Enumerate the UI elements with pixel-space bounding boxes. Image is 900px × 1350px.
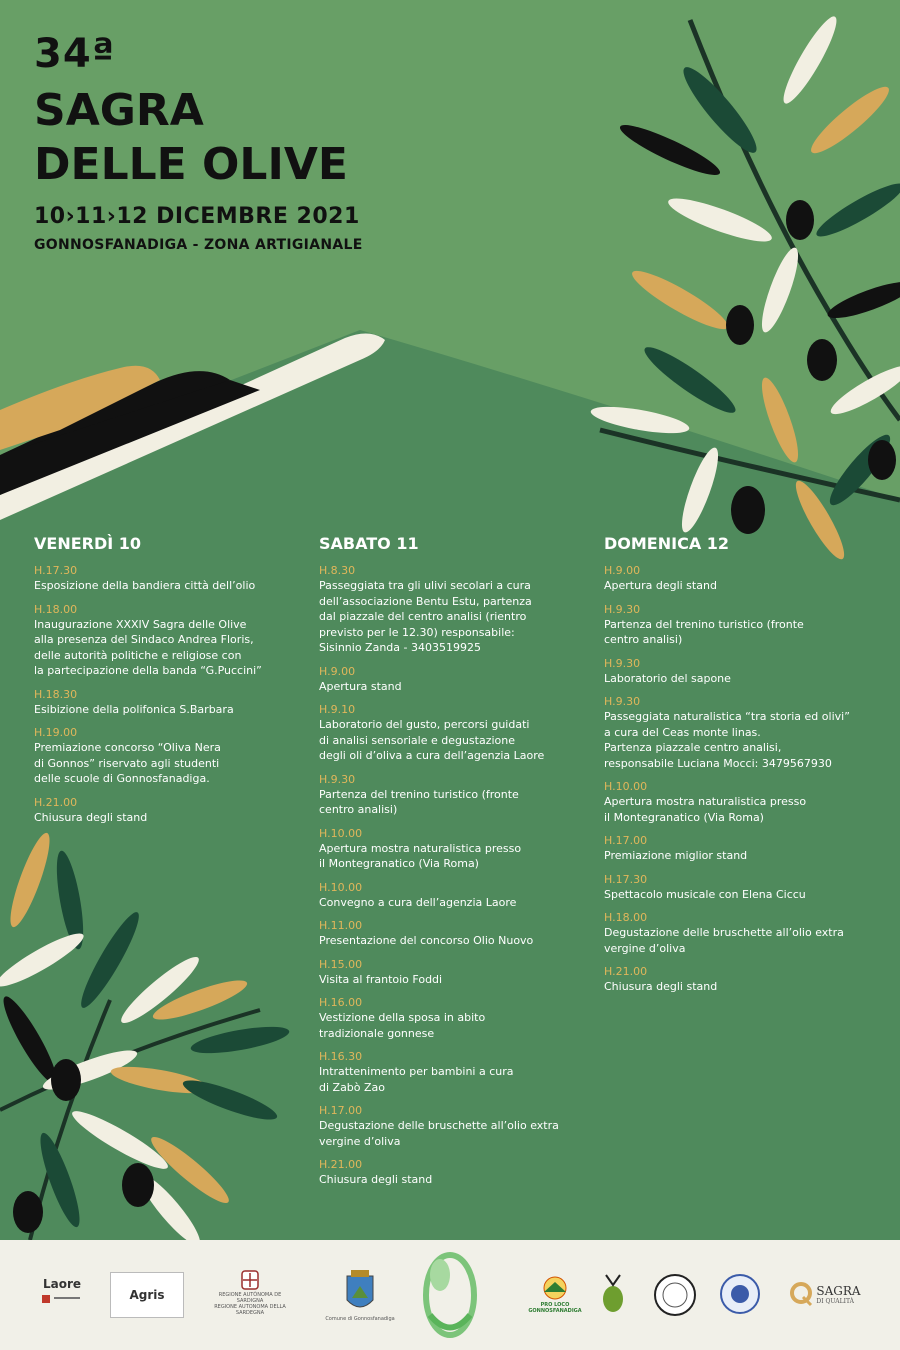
event-time: H.10.00 <box>319 826 363 840</box>
event-location: GONNOSFANADIGA - ZONA ARTIGIANALE <box>34 237 363 253</box>
event-description: Degustazione delle bruschette all’olio extra vergine d’oliva <box>604 926 844 955</box>
schedule-item <box>34 795 304 826</box>
event-time: H.17.30 <box>34 564 78 577</box>
event-time: H.21.00 <box>319 1158 363 1171</box>
event-time: H.16.00 <box>319 996 363 1009</box>
event-description: Presentazione del concorso Olio Nuovo <box>319 934 534 947</box>
day-title: SABATO 11 <box>319 534 419 553</box>
event-description: Apertura mostra naturalistica presso il Montegranatico (Via Roma) <box>319 841 522 870</box>
schedule-item <box>34 725 304 787</box>
event-description: Apertura stand <box>319 679 402 693</box>
event-time: H.10.00 <box>604 780 648 793</box>
schedule-item <box>604 964 884 995</box>
event-time: H.9.30 <box>604 695 641 708</box>
event-description: Visita al frantoio Foddi <box>319 972 443 986</box>
schedule-item <box>604 563 884 594</box>
schedule-item <box>34 602 304 679</box>
event-description: Convegno a cura dell’agenzia Laore <box>319 895 517 909</box>
laore-logo: Laore <box>38 1268 86 1314</box>
schedule-item <box>604 833 884 864</box>
comune-logo: Comune di Gonnosfanadiga <box>325 1258 395 1332</box>
event-description: Chiusura degli stand <box>34 810 148 824</box>
schedule-item <box>604 872 884 903</box>
event-description: Chiusura degli stand <box>604 980 718 993</box>
schedule-item <box>319 918 594 949</box>
schedule-item <box>319 995 594 1041</box>
day-column-saturday <box>319 534 594 1196</box>
laore-mark-icon <box>42 1291 82 1305</box>
event-description: Degustazione delle bruschette all’olio extra vergine d’oliva <box>319 1119 559 1148</box>
event-description: Passeggiata tra gli ulivi secolari a cura dell’associazione Bentu Estu, partenza dal piazzale del centro analisi (rientro previsto per le 12.30) responsabile: Sisinnio Zanda - 3403519925 <box>319 579 532 654</box>
sponsor-footer <box>0 1240 900 1350</box>
event-time: H.18.00 <box>34 602 78 616</box>
event-time: H.16.30 <box>319 1050 363 1063</box>
event-time: H.18.30 <box>34 687 78 701</box>
edition-number: 34ª <box>34 31 116 77</box>
day-title: VENERDÌ 10 <box>34 534 142 553</box>
event-dates: 10›11›12 DICEMBRE 2021 <box>34 204 360 229</box>
association-logo <box>715 1268 765 1320</box>
schedule-item <box>319 563 594 656</box>
olive-drop-icon <box>600 1273 626 1313</box>
schedule-item <box>319 1049 594 1095</box>
schedule-item <box>319 826 594 872</box>
schedule-item <box>319 880 594 911</box>
day-column-sunday <box>604 534 884 1003</box>
event-list <box>319 563 594 1188</box>
schedule-item <box>604 656 884 687</box>
day-title: DOMENICA 12 <box>604 534 730 553</box>
schedule-item <box>604 779 884 825</box>
schedule-item <box>319 702 594 764</box>
event-description: Esposizione della bandiera città dell’olio <box>34 579 256 592</box>
event-time: H.19.00 <box>34 726 78 739</box>
schedule-item <box>319 957 594 988</box>
event-time: H.17.30 <box>604 872 648 886</box>
event-description: Passeggiata naturalistica “tra storia ed olivi” a cura del Ceas monte linas. Partenza piazzale centro analisi, responsabile Luciana Mocci: 3479567930 <box>604 710 850 770</box>
event-time: H.17.00 <box>319 1104 363 1117</box>
regione-crest-icon <box>241 1270 259 1290</box>
event-time: H.9.30 <box>604 656 641 670</box>
event-time: H.9.30 <box>319 772 356 786</box>
event-time: H.9.10 <box>319 703 356 716</box>
olive-drop-logo <box>595 1270 631 1316</box>
event-description: Partenza del trenino turistico (fronte centro analisi) <box>319 787 519 816</box>
event-time: H.18.00 <box>604 911 648 924</box>
agris-logo: Agris <box>110 1272 184 1318</box>
event-description: Premiazione concorso “Oliva Nera di Gonnos” riservato agli studenti delle scuole di Gonnosfanadiga. <box>34 741 221 785</box>
event-description: Vestizione della sposa in abito tradizionale gonnese <box>319 1011 486 1040</box>
schedule-item <box>319 772 594 818</box>
event-description: Intrattenimento per bambini a cura di Zabò Zao <box>319 1065 514 1094</box>
event-time: H.10.00 <box>319 880 363 894</box>
event-description: Laboratorio del gusto, percorsi guidati di analisi sensoriale e degustazione degli oli d’oliva a cura dell’agenzia Laore <box>319 718 545 762</box>
sagra-di-qualita-logo <box>780 1274 870 1314</box>
round-seal-icon <box>653 1273 697 1317</box>
poster-title <box>34 84 363 192</box>
schedule-item <box>319 1157 594 1188</box>
event-time: H.9.00 <box>604 564 641 577</box>
comune-coat-of-arms-icon <box>343 1268 377 1314</box>
proloco-logo: PRO LOCO GONNOSFANADIGA <box>515 1266 595 1324</box>
event-time: H.8.30 <box>319 564 356 577</box>
regione-sardegna-logo: REGIONE AUTÒNOMA DE SARDIGNA REGIONE AUTONOMA DELLA SARDEGNA <box>205 1270 295 1316</box>
title-line-1: SAGRA <box>34 85 204 136</box>
schedule-item <box>34 563 304 594</box>
sagra-qualita-text: SAGRA DI QUALITÀ <box>816 1283 861 1305</box>
event-description: Apertura mostra naturalistica presso il Montegranatico (Via Roma) <box>604 795 807 824</box>
event-description: Esibizione della polifonica S.Barbara <box>34 702 234 716</box>
event-list <box>604 563 884 995</box>
quality-q-icon <box>789 1281 813 1307</box>
event-list <box>34 563 304 825</box>
poster-header <box>34 32 363 253</box>
event-time: H.9.00 <box>319 664 356 678</box>
association-emblem-icon <box>718 1272 762 1316</box>
schedule-item <box>604 602 884 648</box>
schedule-item <box>604 694 884 771</box>
event-time: H.11.00 <box>319 919 363 932</box>
event-description: Inaugurazione XXXIV Sagra delle Olive alla presenza del Sindaco Andrea Floris, delle autorità politiche e religiose con la partecipazione della banda “G.Puccini” <box>34 617 262 677</box>
olive-figure-logo <box>405 1242 495 1348</box>
round-seal-logo <box>650 1270 700 1320</box>
event-time: H.21.00 <box>604 965 648 978</box>
event-description: Apertura degli stand <box>604 579 717 592</box>
schedule-item <box>319 664 594 695</box>
olive-figure-icon <box>410 1245 490 1345</box>
event-description: Chiusura degli stand <box>319 1173 433 1186</box>
day-column-friday <box>34 534 304 833</box>
schedule-item <box>604 910 884 956</box>
event-description: Partenza del trenino turistico (fronte centro analisi) <box>604 617 804 646</box>
event-description: Laboratorio del sapone <box>604 671 731 685</box>
event-time: H.9.30 <box>604 602 641 616</box>
schedule-item <box>34 687 304 718</box>
event-description: Premiazione miglior stand <box>604 849 748 862</box>
proloco-emblem-icon <box>535 1276 575 1300</box>
event-description: Spettacolo musicale con Elena Ciccu <box>604 887 806 901</box>
event-time: H.15.00 <box>319 957 363 971</box>
title-line-2: DELLE OLIVE <box>34 139 348 190</box>
event-time: H.17.00 <box>604 834 648 847</box>
event-time: H.21.00 <box>34 795 78 809</box>
schedule-item <box>319 1103 594 1149</box>
